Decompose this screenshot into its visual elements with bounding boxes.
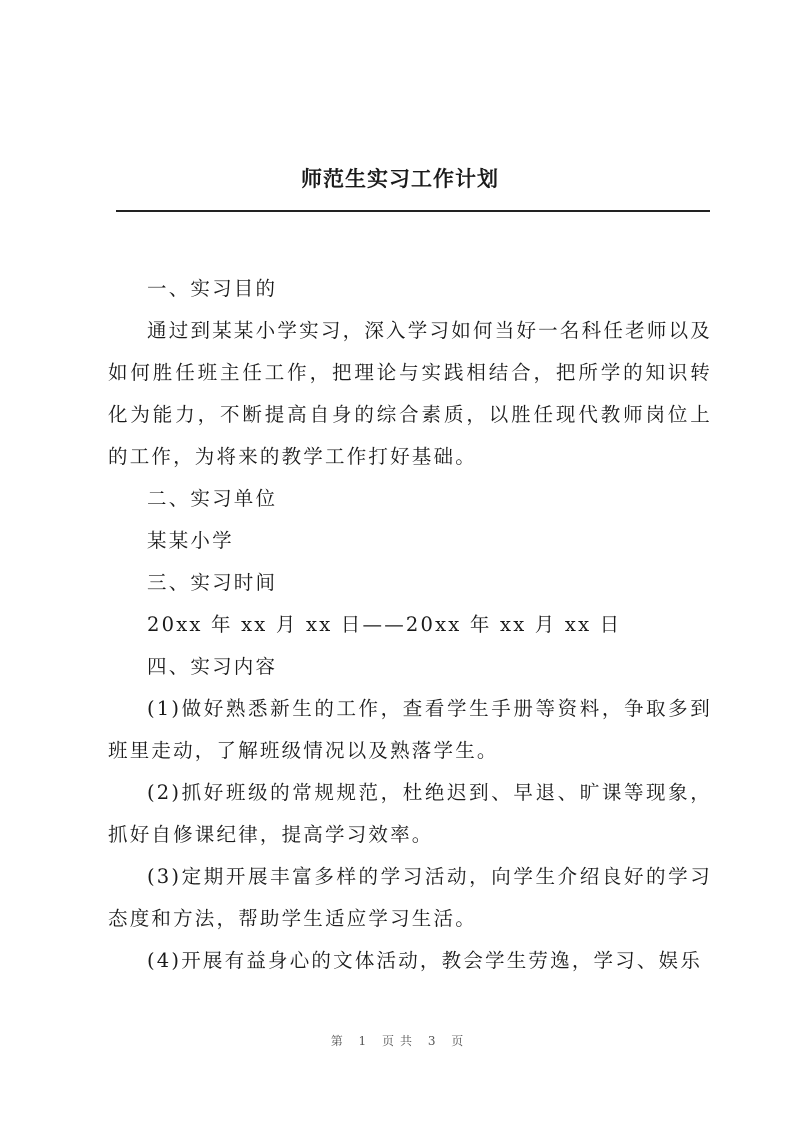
content-item-2: (2)抓好班级的常规规范，杜绝迟到、早退、旷课等现象，抓好自修课纪律，提高学习效率。 [108, 781, 712, 846]
section-heading-time: 三、实习时间 [147, 571, 278, 594]
content-item-3: (3)定期开展丰富多样的学习活动，向学生介绍良好的学习态度和方法，帮助学生适应学习生活。 [108, 865, 712, 930]
paragraph-unit: 某某小学 [147, 529, 234, 552]
document-title: 师范生实习工作计划 [301, 167, 499, 191]
section-heading-purpose: 一、实习目的 [147, 277, 278, 300]
document-body [108, 268, 712, 982]
content-item-1: (1)做好熟悉新生的工作，查看学生手册等资料，争取多到班里走动，了解班级情况以及熟落学生。 [108, 697, 712, 762]
content-item-4: (4)开展有益身心的文体活动，教会学生劳逸，学习、娱乐 [147, 949, 703, 972]
paragraph-purpose: 通过到某某小学实习，深入学习如何当好一名科任老师以及如何胜任班主任工作，把理论与实践相结合，把所学的知识转化为能力，不断提高自身的综合素质，以胜任现代教师岗位上的工作，为将来的教学工作打好基础。 [108, 319, 712, 468]
section-heading-content: 四、实习内容 [147, 655, 278, 678]
section-heading-unit: 二、实习单位 [147, 487, 278, 510]
paragraph-time: 20xx 年 xx 月 xx 日——20xx 年 xx 月 xx 日 [147, 613, 622, 636]
title-divider [116, 210, 710, 212]
page-number: 第 1 页共 3 页 [330, 1034, 470, 1048]
